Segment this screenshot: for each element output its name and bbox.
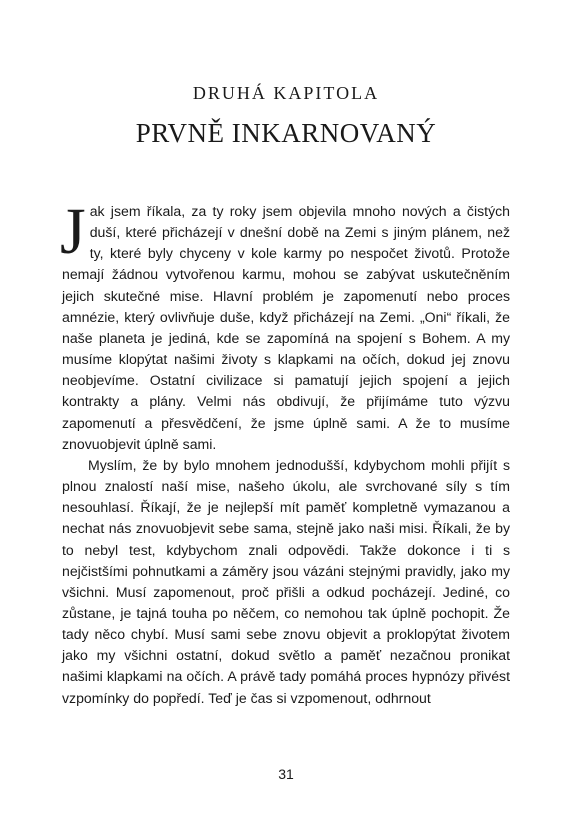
paragraph-1: [60, 195, 510, 455]
chapter-label: DRUHÁ KAPITOLA: [192, 83, 380, 103]
page-number: 31: [278, 766, 294, 782]
paragraph-2: Myslím, že by bylo mnohem jednodušší, kdybychom mohli přijít s plnou znalostí naší mise, našeho úkolu, ale svrchované síly s tím nesouhlasí. Říkají, že je nejlepší mít paměť kompletně vymazanou a nechat nás znovuobjevit sebe sama, stejně jako naši misi. Říkali, že by to nebyl test, kdybychom znali odpovědi. Takže dokonce i ti s nejčistšími pohnutkami a záměry jsou vázáni stejnými pravidly, jako my všichni. Musí zapomenout, proč přišli a odkud pocházejí. Jediné, co zůstane, je tajná touha po něčem, co nemohou tak úplně pochopit. Že tady něco chybí. Musí sami sebe znovu objevit a proklopýtat životem jako my všichni ostatní, dokud světlo a paměť nezačnou pronikat našimi klapkami na očích. A právě tady pomáhá proces hypnózy přivést vzpomínky do popředí. Teď je čas si vzpomenout, odhrnout: [62, 456, 510, 706]
body-text: [60, 195, 510, 709]
drop-cap: J: [60, 195, 86, 268]
paragraph-1-text: ak jsem říkala, za ty roky jsem objevila mnoho nových a čistých duší, které přicházejí v dnešní době na Zemi s jiným plánem, než ty, které byly chyceny v kole karmy po nespočet životů. Protože nemají žádnou vytvořenou karmu, mohou se zabývat uskutečněním jejich skutečné mise. Hlavní problém je zapomenutí nebo proces amnézie, který ovlivňuje duše, když přicházejí na Zemi. „Oni“ říkali, že naše planeta je jediná, kde se zapomíná na spojení s Bohem. A my musíme klopýtat našimi životy s klapkami na očích, dokud jej znovu neobjevíme. Ostatní civilizace si pamatují jejich spojení a jejich kontrakty a plány. Velmi nás obdivují, že přijímáme tuto výzvu zapomenutí a přesvědčení, že jsme úplně sami. A že to musíme znovuobjevit úplně sami.: [62, 203, 510, 452]
chapter-title: PRVNĚ INKARNOVANÝ: [135, 118, 437, 148]
